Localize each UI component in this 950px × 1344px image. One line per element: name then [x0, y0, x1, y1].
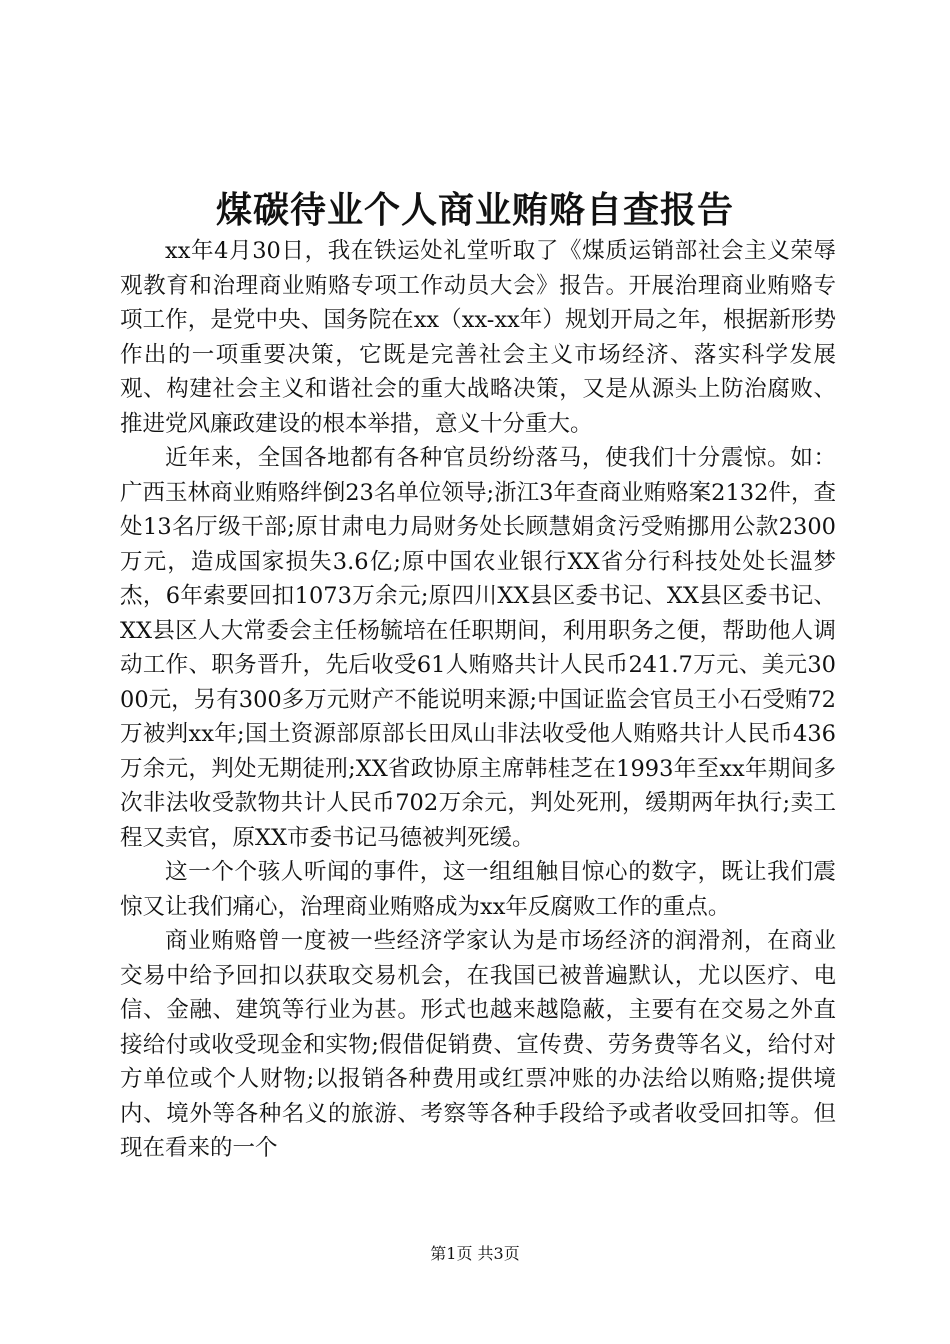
paragraph-2: 近年来，全国各地都有各种官员纷纷落马，使我们十分震惊。如：广西玉林商业贿赂绊倒23名单位领导;浙江3年查商业贿赂案2132件，查处13名厅级干部;原甘肃电力局财务处长顾慧娟贪污受贿挪用公款2300万元，造成国家损失3.6亿;原中国农业银行XX省分行科技处处长温梦杰，6年索要回扣1073万余元;原四川XX县区委书记、XX县区委书记、XX县区人大常委会主任杨毓培在任职期间，利用职务之便，帮助他人调动工作、职务晋升，先后收受61人贿赂共计人民币241.7万元、美元3000元，另有300多万元财产不能说明来源;中国证监会官员王小石受贿72万被判xx年;国土资源部原部长田凤山非法收受他人贿赂共计人民币436万余元，判处无期徒刑;XX省政协原主席韩桂芝在1993年至xx年期间多次非法收受款物共计人民币702万余元，判处死刑，缓期两年执行;卖工程又卖官，原XX市委书记马德被判死缓。 [120, 445, 836, 851]
paragraph-3: 这一个个骇人听闻的事件，这一组组触目惊心的数字，既让我们震惊又让我们痛心，治理商业贿赂成为xx年反腐败工作的重点。 [120, 859, 836, 920]
document-body [120, 234, 836, 1166]
page-title: 煤碳待业个人商业贿赂自查报告 [215, 189, 734, 231]
paragraph-1: xx年4月30日，我在铁运处礼堂听取了《煤质运销部社会主义荣辱观教育和治理商业贿赂专项工作动员大会》报告。开展治理商业贿赂专项工作，是党中央、国务院在xx（xx-xx年）规划开局之年，根据新形势作出的一项重要决策，它既是完善社会主义市场经济、落实科学发展观、构建社会主义和谐社会的重大战略决策，又是从源头上防治腐败、推进党风廉政建设的根本举措，意义十分重大。 [120, 238, 836, 437]
paragraph-4: 商业贿赂曾一度被一些经济学家认为是市场经济的润滑剂，在商业交易中给予回扣以获取交易机会，在我国已被普遍默认，尤以医疗、电信、金融、建筑等行业为甚。形式也越来越隐蔽，主要有在交易之外直接给付或收受现金和实物;假借促销费、宣传费、劳务费等名义，给付对方单位或个人财物;以报销各种费用或红票冲账的办法给以贿赂;提供境内、境外等各种名义的旅游、考察等各种手段给予或者收受回扣等。但现在看来的一个 [120, 928, 836, 1161]
page-footer: 第1页 共3页 [430, 1244, 520, 1263]
